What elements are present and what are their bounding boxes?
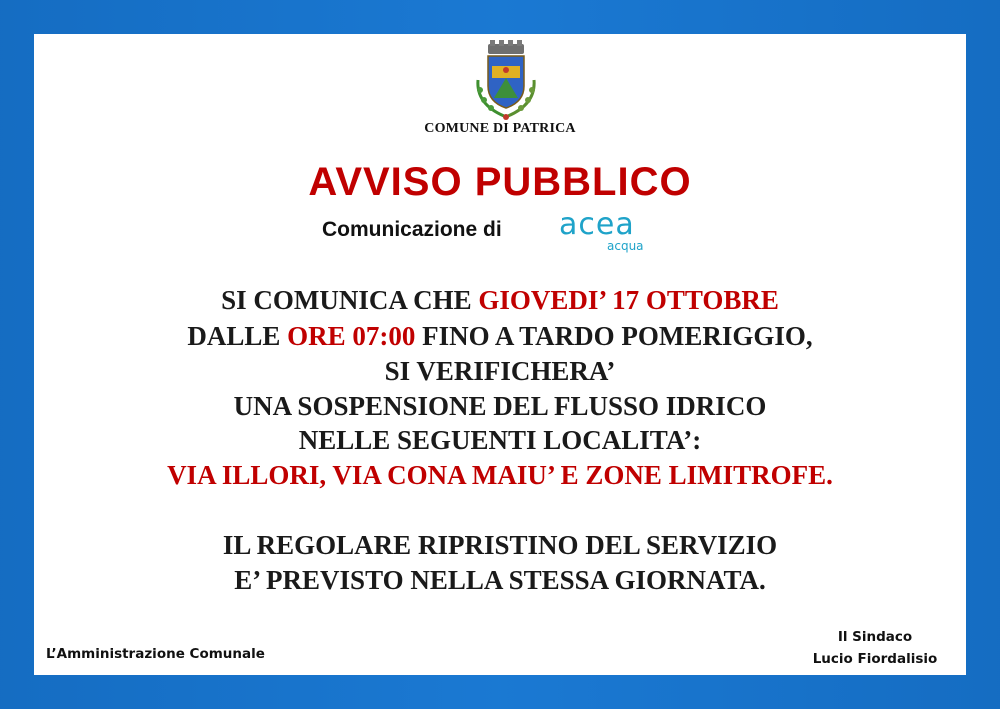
notice-title: AVVISO PUBBLICO xyxy=(308,160,692,204)
message-date: GIOVEDI’ 17 OTTOBRE xyxy=(478,285,779,315)
message-line-5: NELLE SEGUENTI LOCALITA’: xyxy=(298,425,702,455)
mayor-name: Lucio Fiordalisio xyxy=(812,651,938,667)
message-line-1 xyxy=(0,285,1000,316)
message-line-3: SI VERIFICHERA’ xyxy=(384,356,616,386)
administration-signature: L’Amministrazione Comunale xyxy=(46,646,265,662)
coat-of-arms-icon xyxy=(470,40,542,124)
acea-logo-text: acea xyxy=(559,208,635,242)
message-line-2-c: FINO A TARDO POMERIGGIO, xyxy=(415,321,813,351)
message-time: ORE 07:00 xyxy=(287,321,416,351)
acea-acqua-logo xyxy=(555,208,665,254)
municipality-name: COMUNE DI PATRICA xyxy=(424,121,576,136)
message-line-7: IL REGOLARE RIPRISTINO DEL SERVIZIO xyxy=(222,530,778,560)
mayor-title: Il Sindaco xyxy=(837,629,913,645)
message-line-1-a: SI COMUNICA CHE xyxy=(221,285,479,315)
message-locations: VIA ILLORI, VIA CONA MAIU’ E ZONE LIMITROFE. xyxy=(167,460,833,490)
message-line-2 xyxy=(0,321,1000,352)
message-line-2-a: DALLE xyxy=(187,321,288,351)
message-line-8: E’ PREVISTO NELLA STESSA GIORNATA. xyxy=(234,565,766,595)
communication-label: Comunicazione di xyxy=(322,218,502,241)
mayor-signature xyxy=(790,626,960,670)
acea-logo-sub: acqua xyxy=(607,239,644,253)
message-line-4: UNA SOSPENSIONE DEL FLUSSO IDRICO xyxy=(233,391,767,421)
